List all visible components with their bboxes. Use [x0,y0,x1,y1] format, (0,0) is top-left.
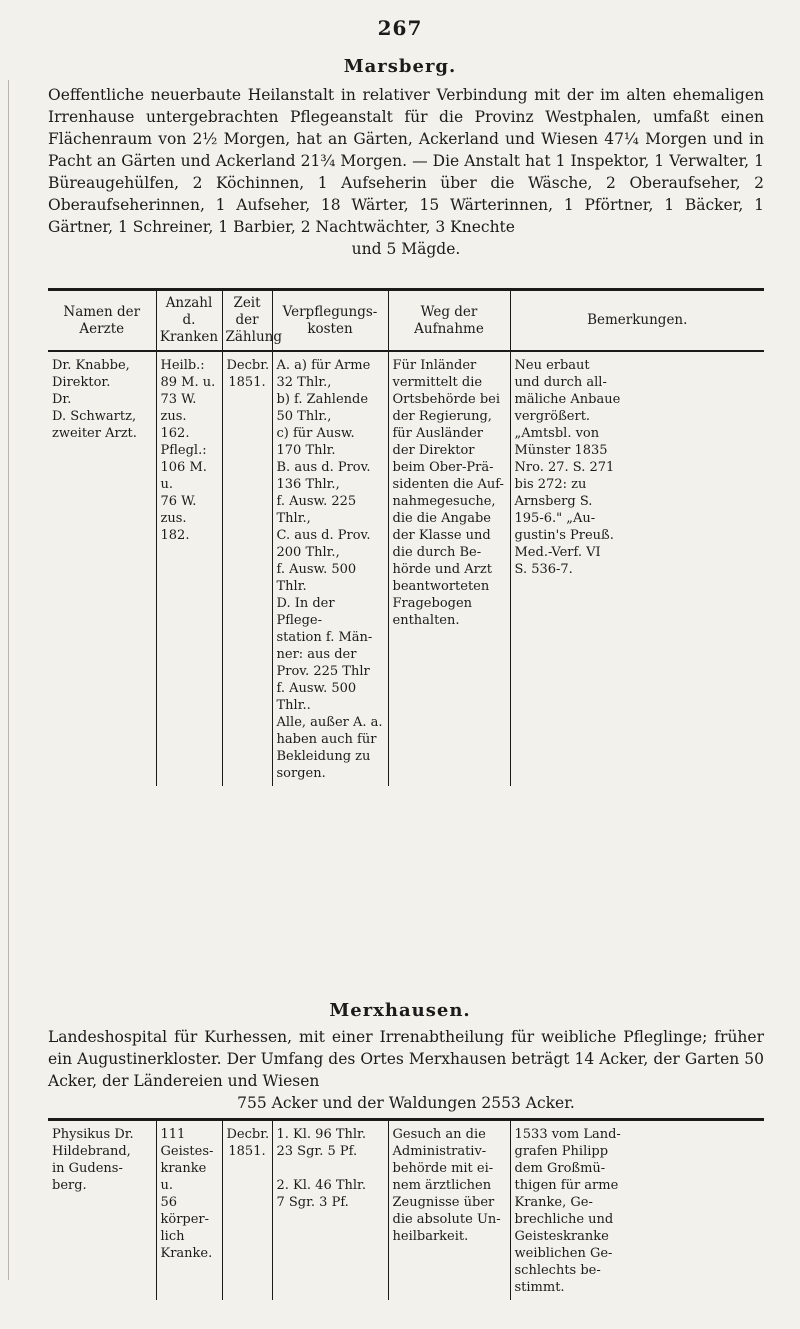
header-date: Zeit der Zählung [222,290,272,352]
cell-date: Decbr. 1851. [222,351,272,786]
table-row [48,351,764,786]
cell-names: Dr. Knabbe, Direktor. Dr. D. Schwartz, zweiter Arzt. [48,351,156,786]
cell-count: Heilb.: 89 M. u. 73 W. zus. 162. Pflegl.: 106 M. u. 76 W. zus. 182. [156,351,222,786]
header-count: Anzahl d. Kranken [156,290,222,352]
section-title-marsberg: Marsberg. [343,56,457,77]
paragraph-body: Oeffentliche neuerbaute Heilanstalt in relativer Verbindung mit der im alten ehemaligen Irrenhause untergebrachten Pflegeanstalt für die Provinz Westphalen, umfaßt einen Flächenraum von 2½ Morgen, hat an Gärten, Ackerland und Wiesen 47¼ Morgen und in Pacht an Gärten und Ackerland 21¾ Morgen. — Die Anstalt hat 1 Inspektor, 1 Verwalter, 1 Büreaugehülfen, 2 Köchinnen, 1 Aufseherin über die Wäsche, 2 Oberaufseher, 2 Oberaufseherinnen, 1 Aufseher, 18 Wärter, 15 Wärterinnen, 1 Pförtner, 1 Bäcker, 1 Gärtner, 1 Schreiner, 1 Barbier, 2 Nachtwächter, 3 Knechte [48,86,764,236]
cell-date: Decbr. 1851. [222,1120,272,1301]
header-remarks: Bemerkungen. [510,290,764,352]
table-row [48,1120,764,1301]
section-paragraph-merxhausen [48,1026,764,1114]
cell-admission: Für Inländer vermittelt die Ortsbehörde bei der Regierung, für Ausländer der Direktor beim Ober-Prä- sidenten die Auf- nahmegesuche, die die Angabe der Klasse und die durch Be- hörde und Arzt beantworteten Fragebogen enthalten. [388,351,510,786]
cell-remarks: 1533 vom Land- grafen Philipp dem Großmü- thigen für arme Kranke, Ge- brechliche und Geisteskranke weiblichen Ge- schlechts be- stimmt. [510,1120,764,1301]
cell-names: Physikus Dr. Hildebrand, in Gudens- berg. [48,1120,156,1301]
cell-count: 111 Geistes- kranke u. 56 körper- lich Kranke. [156,1120,222,1301]
table-marsberg [48,288,764,786]
header-admission: Weg der Aufnahme [388,290,510,352]
cell-admission: Gesuch an die Administrativ- behörde mit ei- nem ärztlichen Zeugnisse über die absolute Un- heilbarkeit. [388,1120,510,1301]
cell-costs: 1. Kl. 96 Thlr. 23 Sgr. 5 Pf. 2. Kl. 46 Thlr. 7 Sgr. 3 Pf. [272,1120,388,1301]
table-header-row [48,290,764,352]
paragraph-last-line: und 5 Mägde. [351,240,461,258]
header-costs: Verpflegungs- kosten [272,290,388,352]
section-title-merxhausen: Merxhausen. [329,1000,471,1021]
header-names: Namen der Aerzte [48,290,156,352]
cell-remarks: Neu erbaut und durch all- mäliche Anbaue vergrößert. „Amtsbl. von Münster 1835 Nro. 27. S. 271 bis 272: zu Arnsberg S. 195-6." „Au- gustin's Preuß. Med.-Verf. VI S. 536-7. [514,358,621,577]
cell-costs: A. a) für Arme 32 Thlr., b) f. Zahlende 50 Thlr., c) für Ausw. 170 Thlr. B. aus d. Prov. 136 Thlr., f. Ausw. 225 Thlr., C. aus d. Prov. 200 Thlr., f. Ausw. 500 Thlr. D. In der Pflege- station f. Män- ner: aus der Prov. 225 Thlr f. Ausw. 500 Thlr.. Alle, außer A. a. haben auch für Bekleidung zu sorgen. [272,351,388,786]
page-number: 267 [377,16,423,40]
paragraph-last-line: 755 Acker und der Waldungen 2553 Acker. [237,1094,575,1112]
table-merxhausen [48,1118,764,1300]
margin-line [8,80,9,1280]
section-paragraph-marsberg [48,84,764,260]
paragraph-body: Landeshospital für Kurhessen, mit einer Irrenabtheilung für weibliche Pfleglinge; früher ein Augustinerkloster. Der Umfang des Ortes Merxhausen beträgt 14 Acker, der Garten 50 Acker, der Ländereien und Wiesen [48,1028,764,1090]
